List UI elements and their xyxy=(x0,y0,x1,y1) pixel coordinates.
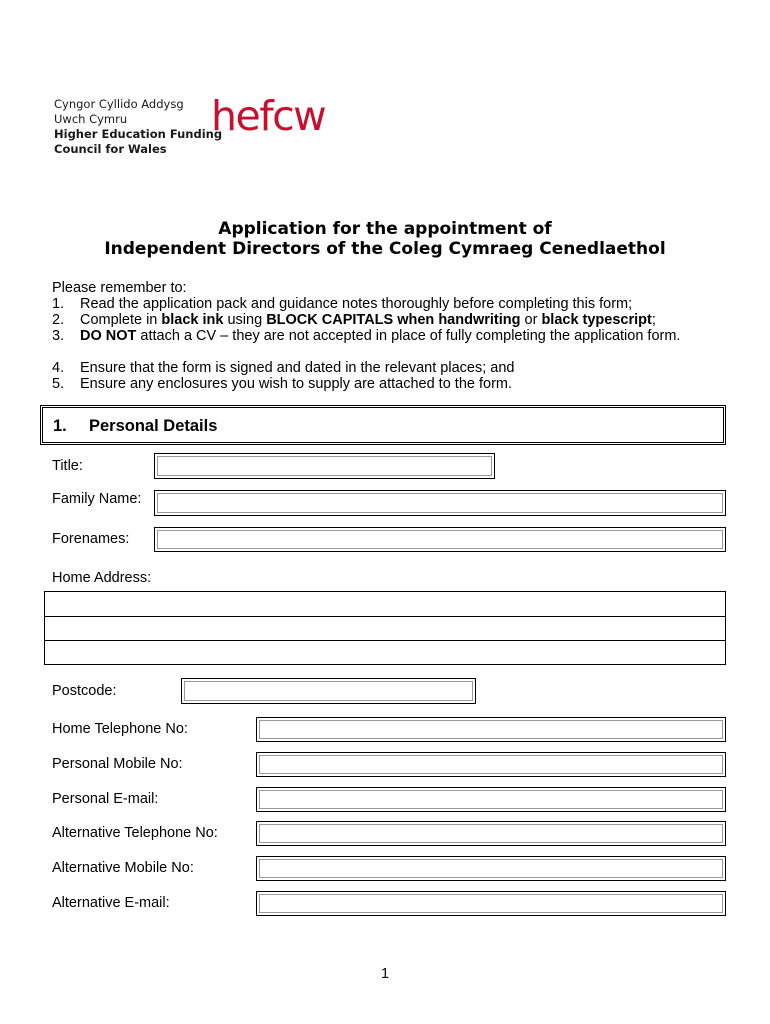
instruction-item xyxy=(52,376,717,392)
hefcw-logo: hefcw xyxy=(211,92,326,140)
personal-email-input[interactable] xyxy=(256,787,726,812)
org-name-welsh-2: Uwch Cymru xyxy=(54,112,128,126)
instruction-item xyxy=(52,360,717,376)
instruction-text: Complete in black ink using BLOCK CAPITALS when handwriting or black typescript; xyxy=(80,312,656,328)
address-line-divider xyxy=(45,640,725,641)
instruction-text: Ensure that the form is signed and dated in the relevant places; and xyxy=(80,360,515,376)
section-number: 1. xyxy=(53,417,67,435)
family-name-label: Family Name: xyxy=(52,491,142,507)
section-title: Personal Details xyxy=(89,417,218,435)
instruction-text: Read the application pack and guidance notes thoroughly before completing this form; xyxy=(80,296,633,312)
personal-mobile-input[interactable] xyxy=(256,752,726,777)
alternative-mobile-label: Alternative Mobile No: xyxy=(52,860,194,876)
org-name-english-1: Higher Education Funding xyxy=(54,127,223,141)
instruction-text: Ensure any enclosures you wish to supply are attached to the form. xyxy=(80,376,513,392)
personal-mobile-label: Personal Mobile No: xyxy=(52,756,183,772)
instruction-item xyxy=(52,328,717,360)
alternative-telephone-input[interactable] xyxy=(256,821,726,846)
home-telephone-input[interactable] xyxy=(256,717,726,742)
instruction-number: 4. xyxy=(52,360,65,376)
org-name-block xyxy=(54,97,222,157)
forenames-input[interactable] xyxy=(154,527,726,552)
postcode-label: Postcode: xyxy=(52,683,117,699)
instruction-text: DO NOT attach a CV – they are not accepted in place of fully completing the application form. xyxy=(80,328,681,344)
form-title-line-2: Independent Directors of the Coleg Cymraeg Cenedlaethol xyxy=(104,239,666,259)
alternative-telephone-label: Alternative Telephone No: xyxy=(52,825,218,841)
alternative-email-label: Alternative E-mail: xyxy=(52,895,170,911)
personal-email-label: Personal E-mail: xyxy=(52,791,159,807)
org-name-english-2: Council for Wales xyxy=(54,142,167,156)
instruction-item xyxy=(52,312,717,328)
instruction-number: 3. xyxy=(52,328,65,344)
instruction-item xyxy=(52,296,717,312)
forenames-label: Forenames: xyxy=(52,531,130,547)
address-line-divider xyxy=(45,616,725,617)
title-input[interactable] xyxy=(154,453,495,479)
org-name-welsh-1: Cyngor Cyllido Addysg xyxy=(54,97,184,111)
home-address-input[interactable] xyxy=(44,591,726,665)
instructions-intro: Please remember to: xyxy=(52,280,187,296)
alternative-email-input[interactable] xyxy=(256,891,726,916)
home-telephone-label: Home Telephone No: xyxy=(52,721,188,737)
form-title-line-1: Application for the appointment of xyxy=(218,219,552,239)
instruction-number: 2. xyxy=(52,312,65,328)
postcode-input[interactable] xyxy=(181,678,476,704)
family-name-label-clip xyxy=(52,491,152,516)
home-address-label: Home Address: xyxy=(52,570,152,586)
title-label: Title: xyxy=(52,458,83,474)
alternative-mobile-input[interactable] xyxy=(256,856,726,881)
instruction-number: 1. xyxy=(52,296,65,312)
family-name-input[interactable] xyxy=(154,490,726,516)
instruction-number: 5. xyxy=(52,376,65,392)
page-number: 1 xyxy=(380,966,390,982)
